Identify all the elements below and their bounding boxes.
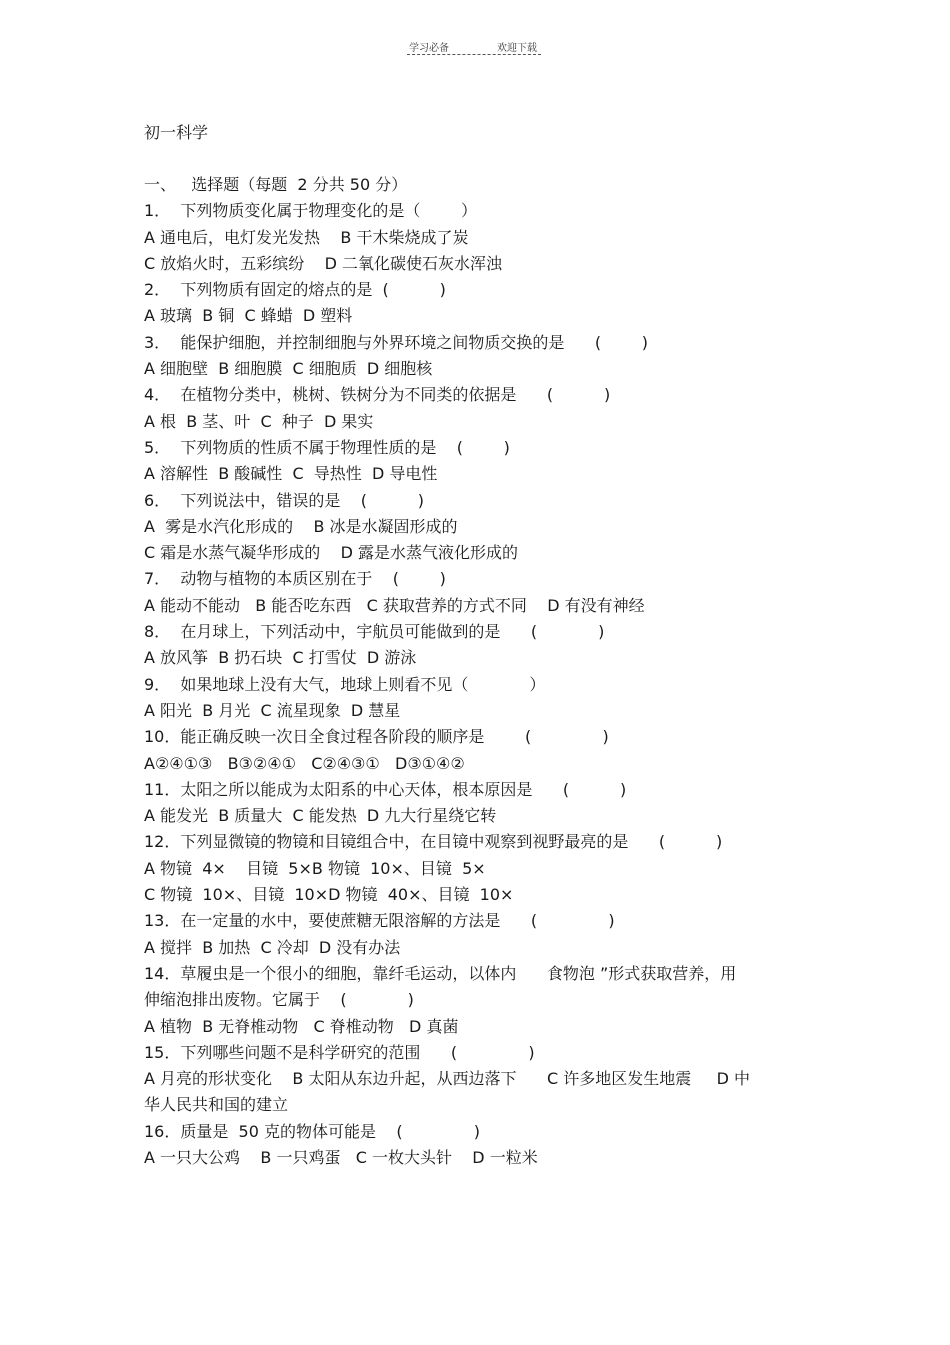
header-dashed-rule (407, 54, 541, 55)
question-line: 3． 能保护细胞，并控制细胞与外界环境之间物质交换的是 ( ) (144, 332, 649, 352)
question-line: 伸缩泡排出废物。它属于 ( ) (144, 990, 414, 1010)
question-line: 13．在一定量的水中，要使蔗糖无限溶解的方法是 ( ) (144, 911, 615, 931)
section-heading: 一、 选择题（每题 2 分共 50 分） (144, 175, 408, 194)
options-line: C 放焰火时，五彩缤纷 D 二氧化碳使石灰水浑浊 (144, 253, 503, 273)
options-line: A 月亮的形状变化 B 太阳从东边升起，从西边落下 C 许多地区发生地震 D 中 (144, 1069, 751, 1089)
question-line: 1． 下列物质变化属于物理变化的是（ ） (144, 201, 478, 221)
document-title: 初一科学 (144, 123, 209, 142)
options-line: A 细胞壁 B 细胞膜 C 细胞质 D 细胞核 (144, 359, 433, 379)
options-line: A 能发光 B 质量大 C 能发热 D 九大行星绕它转 (144, 806, 497, 826)
question-line: 16．质量是 50 克的物体可能是 ( ) (144, 1121, 481, 1141)
options-line: A 雾是水汽化形成的 B 冰是水凝固形成的 (144, 516, 458, 536)
page-header (0, 39, 950, 55)
question-line: 14．草履虫是一个很小的细胞，靠纤毛运动，以体内 食物泡 ”形式获取营养，用 (144, 963, 737, 983)
options-line: 华人民共和国的建立 (144, 1095, 289, 1115)
question-line: 10．能正确反映一次日全食过程各阶段的顺序是 ( ) (144, 727, 609, 747)
options-line: A 一只大公鸡 B 一只鸡蛋 C 一枚大头针 D 一粒米 (144, 1147, 538, 1167)
options-line: A 溶解性 B 酸碱性 C 导热性 D 导电性 (144, 464, 438, 484)
options-line: A 物镜 4× 目镜 5×B 物镜 10×、目镜 5× (144, 858, 486, 878)
options-line: A 通电后，电灯发光发热 B 干木柴烧成了炭 (144, 227, 469, 247)
options-line: A 植物 B 无脊椎动物 C 脊椎动物 D 真菌 (144, 1016, 459, 1036)
question-line: 9． 如果地球上没有大气，地球上则看不见（ ） (144, 674, 546, 694)
header-left-text: 学习必备 (409, 43, 449, 54)
question-line: 2． 下列物质有固定的熔点的是 ( ) (144, 280, 446, 300)
question-line: 7． 动物与植物的本质区别在于 ( ) (144, 569, 446, 589)
options-line: A 能动不能动 B 能否吃东西 C 获取营养的方式不同 D 有没有神经 (144, 595, 645, 615)
question-line: 6． 下列说法中，错误的是 ( ) (144, 490, 425, 510)
options-line: A 玻璃 B 铜 C 蜂蜡 D 塑料 (144, 306, 353, 326)
question-line: 4． 在植物分类中，桃树、铁树分为不同类的依据是 ( ) (144, 385, 611, 405)
options-line: A 放风筝 B 扔石块 C 打雪仗 D 游泳 (144, 648, 417, 668)
question-list (144, 172, 824, 1171)
question-line: 8． 在月球上，下列活动中，宇航员可能做到的是 ( ) (144, 622, 605, 642)
question-line: 11．太阳之所以能成为太阳系的中心天体，根本原因是 ( ) (144, 779, 627, 799)
question-line: 12．下列显微镜的物镜和目镜组合中，在目镜中观察到视野最亮的是 ( ) (144, 832, 723, 852)
question-line: 15．下列哪些问题不是科学研究的范围 ( ) (144, 1042, 535, 1062)
options-line: A 阳光 B 月光 C 流星现象 D 慧星 (144, 700, 401, 720)
options-line: C 物镜 10×、目镜 10×D 物镜 40×、目镜 10× (144, 885, 514, 905)
options-line: A 根 B 茎、叶 C 种子 D 果实 (144, 411, 374, 431)
options-line: C 霜是水蒸气凝华形成的 D 露是水蒸气液化形成的 (144, 543, 519, 563)
options-line: A 搅拌 B 加热 C 冷却 D 没有办法 (144, 937, 401, 957)
header-right-text: 欢迎下载 (497, 43, 537, 54)
options-line: A②④①③ B③②④① C②④③① D③①④② (144, 753, 465, 773)
question-line: 5． 下列物质的性质不属于物理性质的是 ( ) (144, 437, 510, 457)
